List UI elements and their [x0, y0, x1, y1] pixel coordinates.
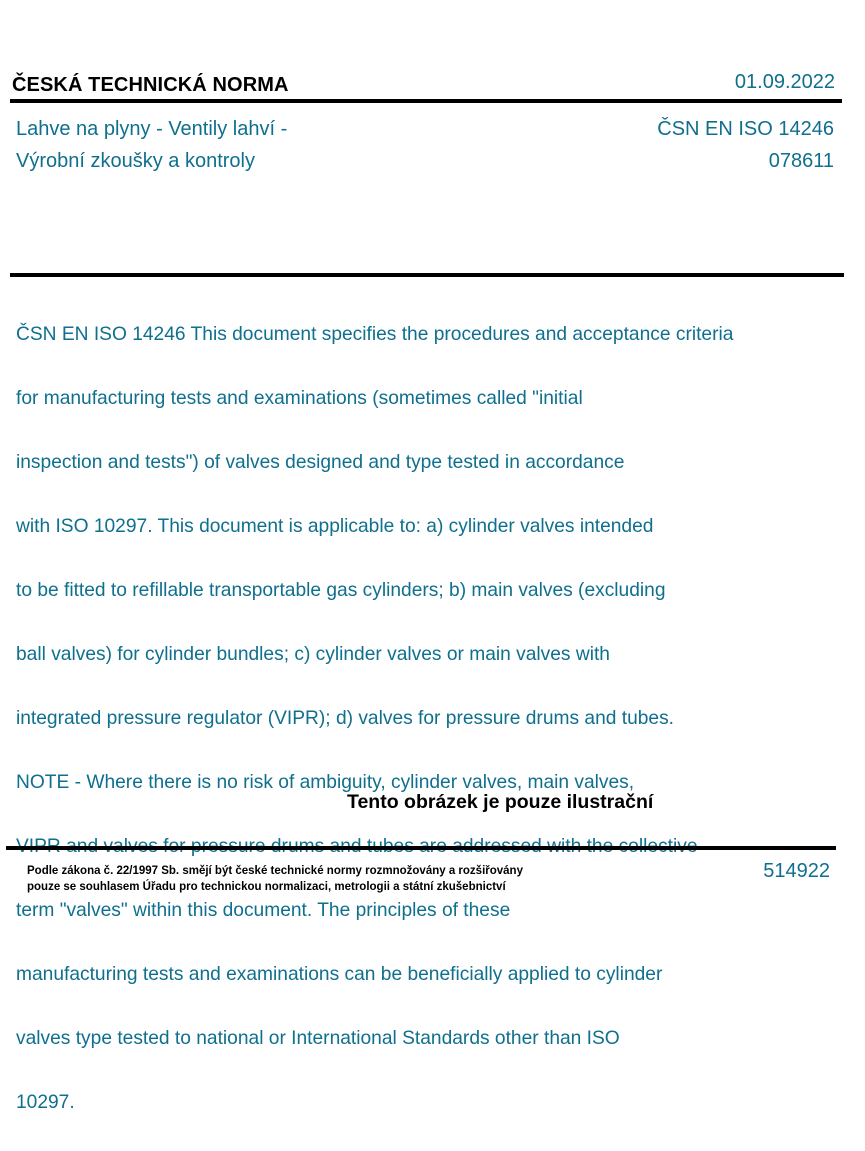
abstract-line: with ISO 10297. This document is applicable to: a) cylinder valves intended [16, 516, 654, 537]
catalog-number: 078611 [768, 150, 834, 172]
abstract-line: ČSN EN ISO 14246 This document specifies the procedures and acceptance criteria [16, 324, 734, 345]
abstract-line: valves type tested to national or International Standards other than ISO [16, 1028, 620, 1049]
abstract-line: manufacturing tests and examinations can be beneficially applied to cylinder [16, 964, 663, 985]
standard-number: ČSN EN ISO 14246 [657, 118, 834, 140]
legal-notice-line-1: Podle zákona č. 22/1997 Sb. smějí být české technické normy rozmnožovány a rozšiřovány [27, 865, 523, 877]
abstract-line: for manufacturing tests and examinations (sometimes called "initial [16, 388, 583, 409]
title-line-1: Lahve na plyny - Ventily lahví - [16, 118, 288, 140]
order-number: 514922 [763, 860, 830, 882]
legal-notice-line-2: pouze se souhlasem Úřadu pro technickou normalizaci, metrologii a státní zkušebnictví [27, 881, 506, 893]
abstract-line: NOTE - Where there is no risk of ambiguity, cylinder valves, main valves, [16, 772, 635, 793]
legal-notice [27, 863, 523, 895]
abstract-line: to be fitted to refillable transportable gas cylinders; b) main valves (excluding [16, 580, 666, 601]
illustrative-note: Tento obrázek je pouze ilustrační [347, 791, 654, 813]
standard-identifiers [657, 113, 834, 177]
header-divider [10, 99, 842, 103]
abstract-line: integrated pressure regulator (VIPR); d) valves for pressure drums and tubes. [16, 708, 675, 729]
standard-type-heading: ČESKÁ TECHNICKÁ NORMA [12, 74, 289, 96]
publication-date: 01.09.2022 [734, 71, 835, 93]
footer-divider [6, 846, 836, 850]
abstract-text [16, 287, 831, 1151]
abstract-line: 10297. [16, 1092, 75, 1113]
abstract-line: ball valves) for cylinder bundles; c) cylinder valves or main valves with [16, 644, 610, 665]
standard-title [16, 113, 287, 177]
abstract-line: term "valves" within this document. The principles of these [16, 900, 511, 921]
abstract-line: inspection and tests") of valves designed and type tested in accordance [16, 452, 625, 473]
title-line-2: Výrobní zkoušky a kontroly [16, 150, 255, 172]
abstract-divider [10, 273, 844, 277]
